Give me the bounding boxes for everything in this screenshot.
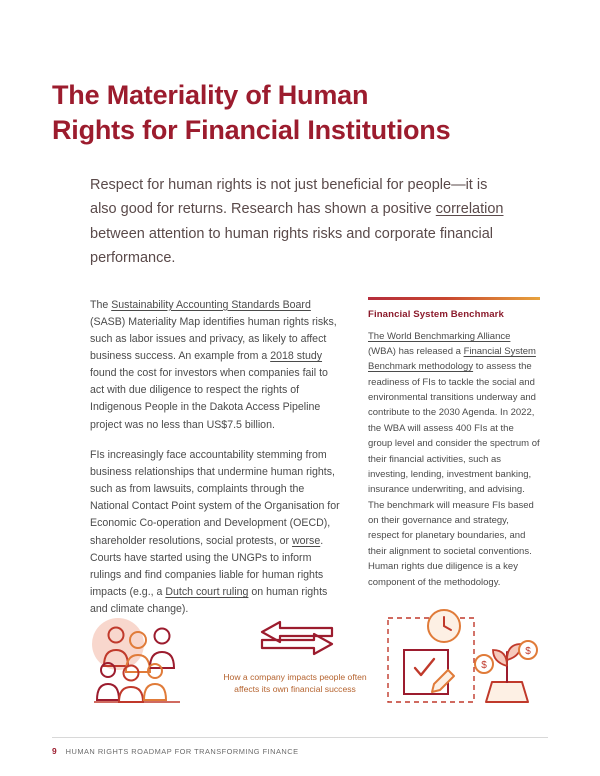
footer-divider xyxy=(52,737,548,738)
link-sasb[interactable]: Sustainability Accounting Standards Board xyxy=(111,298,311,311)
body-paragraph-1: The Sustainability Accounting Standards Board (SASB) Materiality Map identifies human rights risks, such as labor issues and privacy, as likely to affect business success. An example from a 2018 study found the cost for investors when companies fail to act with due diligence to respect the rights of Indigenous People in the Dakota Access Pipeline project was no less than US$7.5 billion. xyxy=(90,298,337,431)
illustration-caption: How a company impacts people often affects its own financial success xyxy=(223,672,367,695)
lede-text-after: between attention to human rights risks and corporate financial performance. xyxy=(90,225,494,267)
svg-text:$: $ xyxy=(525,646,531,657)
illustration-middle xyxy=(222,616,372,696)
svg-text:$: $ xyxy=(481,660,487,671)
page-title-line-1: The Materiality of Human xyxy=(52,80,369,110)
link-wba[interactable]: The World Benchmarking Alliance xyxy=(368,330,511,342)
sidebar-heading: Financial System Benchmark xyxy=(368,308,504,320)
link-2018-study[interactable]: 2018 study xyxy=(270,350,323,362)
page-title xyxy=(52,0,512,147)
sidebar-callout xyxy=(368,297,540,619)
link-worse[interactable]: worse xyxy=(291,534,321,547)
people-group-illustration xyxy=(88,610,204,706)
link-fsb-methodology[interactable]: Financial System Benchmark methodology xyxy=(368,345,536,373)
lede-paragraph xyxy=(90,173,515,270)
footer-running-title: HUMAN RIGHTS ROADMAP FOR TRANSFORMING FINANCE xyxy=(65,746,299,756)
content-columns xyxy=(90,297,548,619)
sidebar-text: The World Benchmarking Alliance (WBA) has released a Financial System Benchmark methodology to assess the readiness of FIs to tackle the social and environmental transitions underway and contribute to the 2030 Agenda. In 2022, the WBA will assess 400 FIs at the group level and consider the spectrum of their financial activities, such as investing, lending, investment banking, insurance underwriting, and advising. The benchmark will measure FIs based on their governance and strategy, respect for planetary boundaries, and their alignment to societal conventions. Human rights due diligence is a key component of the methodology. xyxy=(368,330,540,588)
sidebar-gradient-rule xyxy=(368,297,540,300)
double-arrow-icon xyxy=(252,616,342,660)
illustration-band xyxy=(52,606,548,716)
main-column xyxy=(90,297,342,619)
lede-text-before: Respect for human rights is not just beneficial for people—it is also good for returns. Research has shown a positive xyxy=(90,177,488,218)
page-footer xyxy=(52,746,548,756)
page-title-line-2: Rights for Financial Institutions xyxy=(52,114,451,145)
page-number: 9 xyxy=(52,746,57,756)
financial-growth-illustration xyxy=(382,606,542,710)
lede-underlined-link[interactable]: correlation xyxy=(435,201,504,218)
link-dutch-court-ruling[interactable]: Dutch court ruling xyxy=(165,586,249,599)
body-paragraph-2: FIs increasingly face accountability stemming from business relationships that undermine human rights, such as from lawsuits, complaints through the National Contact Point system of the Organisation for Economic Co-operation and Development (OECD), shareholder resolutions, social protests, or worse. Courts have started using the UNGPs to inform rulings and find companies liable for human rights impacts (e.g., a Dutch court ruling on human rights and climate change). xyxy=(90,448,340,616)
